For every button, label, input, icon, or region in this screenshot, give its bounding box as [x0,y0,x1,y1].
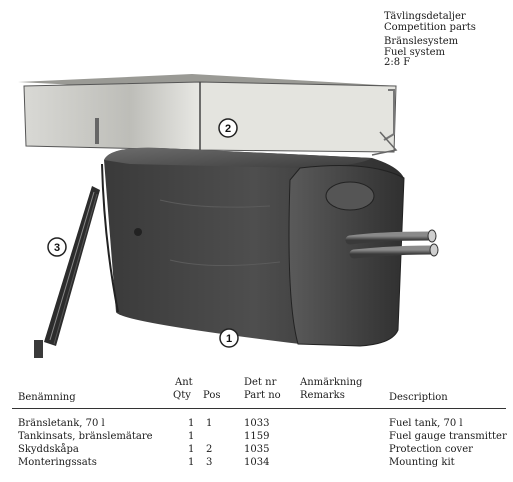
row-2-name: Tankinsats, bränslemätare [18,431,153,442]
row-3-pos: 2 [206,444,213,455]
callout-1-label: 1 [225,333,233,345]
row-4-desc: Mounting kit [389,457,455,468]
row-1-part: 1033 [244,418,270,429]
protection-cover [18,74,398,155]
header-det-nr: Det nr [244,377,277,388]
callout-2 [219,119,237,137]
row-4-name: Monteringssats [18,457,97,468]
row-4-part: 1034 [244,457,270,468]
header-line-4: Fuel system [384,46,446,58]
row-4-pos: 3 [206,457,213,468]
row-1-pos: 1 [206,418,213,429]
row-4-qty: 1 [188,457,195,468]
header-line-5: 2:8 F [384,57,411,68]
header-remarks: Remarks [300,390,345,401]
row-1-name: Bränsletank, 70 l [18,418,105,429]
row-1-desc: Fuel tank, 70 l [389,418,463,429]
callout-1 [220,329,238,347]
header-line-2: Competition parts [384,21,476,33]
callout-2-label: 2 [224,123,232,135]
fuel-tank [102,148,404,346]
row-3-desc: Protection cover [389,444,473,455]
header-qty: Qty [173,390,191,401]
row-3-name: Skyddskåpa [18,444,79,455]
callout-3-label: 3 [53,242,61,254]
row-3-qty: 1 [188,444,195,455]
row-2-part: 1159 [244,431,270,442]
row-2-desc: Fuel gauge transmitter [389,431,507,442]
header-rule [12,408,506,409]
row-1-qty: 1 [188,418,195,429]
callout-3 [48,238,66,256]
mounting-kit [34,186,100,358]
header-part-no: Part no [244,390,281,401]
header-anmarkning: Anmärkning [300,377,363,388]
header-line-3: Bränslesystem [384,36,459,47]
header-line-1: Tävlingsdetaljer [384,11,466,22]
header-ant: Ant [175,377,193,388]
parts-table [0,376,513,482]
header-benamning: Benämning [18,392,76,403]
header-description: Description [389,392,448,403]
row-2-qty: 1 [188,431,195,442]
header-pos: Pos [203,390,221,401]
row-3-part: 1035 [244,444,270,455]
